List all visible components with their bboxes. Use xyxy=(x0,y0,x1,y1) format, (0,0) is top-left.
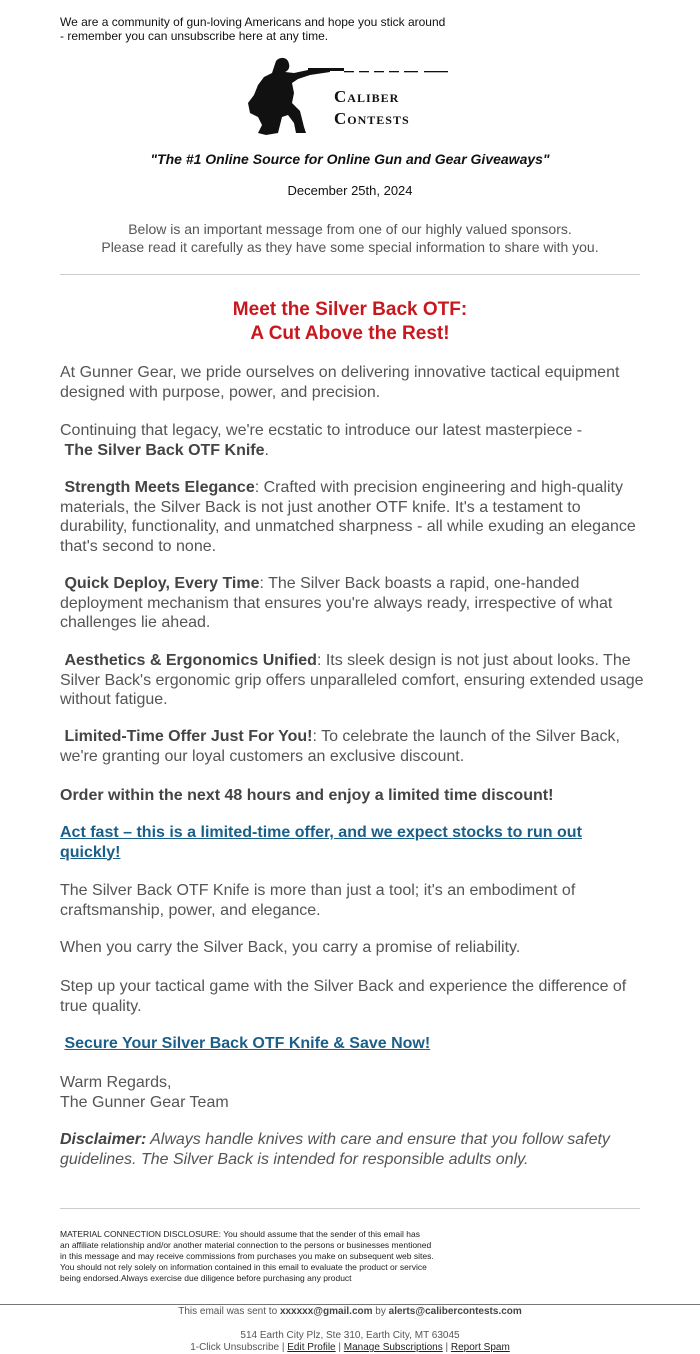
feature-deploy-text: : The Silver Back boasts a rapid, one-handed deployment mechanism that ensures you're always ready, irrespective of what challenges lie ahead. xyxy=(60,575,613,631)
footer-sep-1: | xyxy=(279,1342,288,1353)
paragraph-strength xyxy=(60,478,645,556)
sender-email: alerts@calibercontests.com xyxy=(388,1306,522,1317)
product-name: The Silver Back OTF Knife xyxy=(64,441,265,459)
sponsor-notice xyxy=(0,220,700,256)
paragraph-legacy xyxy=(60,421,645,460)
logo-word-caliber: Caliber xyxy=(334,87,400,106)
footer-sep-2: | xyxy=(335,1342,344,1353)
paragraph-step-up: Step up your tactical game with the Silver Back and experience the difference of true quality. xyxy=(60,978,627,1015)
cta-link[interactable]: Secure Your Silver Back OTF Knife & Save Now! xyxy=(64,1035,431,1052)
paragraph-legacy-end: . xyxy=(264,441,269,459)
footer-sep-3: | xyxy=(442,1342,451,1353)
order-line: Order within the next 48 hours and enjoy a limited time discount! xyxy=(60,787,554,804)
cta-paragraph xyxy=(60,1034,645,1054)
email-date: December 25th, 2024 xyxy=(287,183,413,198)
feature-offer-title: Limited-Time Offer Just For You! xyxy=(64,728,313,745)
intro-line-2: - remember you can unsubscribe here at any time. xyxy=(60,29,329,43)
paragraph-legacy-text: Continuing that legacy, we're ecstatic to introduce our latest masterpiece - xyxy=(60,422,583,439)
sponsor-line-1: Below is an important message from one of our highly valued sponsors. xyxy=(128,221,572,237)
footer-address: 514 Earth City Plz, Ste 310, Earth City, MT 63045 xyxy=(240,1330,460,1341)
material-line-3: in this message and may receive commissions from purchases you make on subsequent web sites. xyxy=(60,1251,434,1261)
paragraph-deploy xyxy=(60,574,645,633)
manage-subscriptions-link[interactable]: Manage Subscriptions xyxy=(343,1342,443,1353)
feature-deploy-title: Quick Deploy, Every Time xyxy=(64,575,260,592)
divider-bottom xyxy=(60,1208,640,1209)
feature-ergonomics-text: : Its sleek design is not just about looks. The Silver Back's ergonomic grip offers unparalleled comfort, ensuring extended usage without fatigue. xyxy=(60,652,644,708)
regards-line: Warm Regards, xyxy=(60,1074,172,1091)
edit-profile-link[interactable]: Edit Profile xyxy=(287,1342,336,1353)
team-line: The Gunner Gear Team xyxy=(60,1093,229,1111)
headline-line-2: A Cut Above the Rest! xyxy=(250,323,450,344)
footer-by: by xyxy=(372,1306,389,1317)
footer-sent-line xyxy=(0,1306,700,1318)
logo-word-contests: Contests xyxy=(334,109,410,128)
headline-line-1: Meet the Silver Back OTF: xyxy=(232,299,468,320)
report-spam-link[interactable]: Report Spam xyxy=(450,1342,510,1353)
caliber-contests-logo xyxy=(248,55,452,139)
feature-ergonomics-title: Aesthetics & Ergonomics Unified xyxy=(64,652,317,669)
sign-off xyxy=(60,1073,645,1112)
act-fast-link[interactable]: Act fast – this is a limited-time offer, and we expect stocks to run out quickly! xyxy=(60,824,582,861)
divider-top xyxy=(60,274,640,275)
paragraph-intro: At Gunner Gear, we pride ourselves on delivering innovative tactical equipment designed with purpose, power, and precision. xyxy=(60,364,620,401)
feature-strength-title: Strength Meets Elegance xyxy=(64,479,255,496)
logo-wordmark xyxy=(334,86,410,130)
paragraph-reliability: When you carry the Silver Back, you carry a promise of reliability. xyxy=(60,939,521,956)
material-line-4: You should not rely solely on information contained in this email to evaluate the product or service xyxy=(60,1262,427,1272)
paragraph-offer xyxy=(60,727,645,766)
footer-sent-prefix: This email was sent to xyxy=(178,1306,280,1317)
disclaimer xyxy=(60,1130,620,1169)
paragraph-embodiment: The Silver Back OTF Knife is more than just a tool; it's an embodiment of craftsmanship, power, and elegance. xyxy=(60,882,576,919)
unsubscribe-label[interactable]: 1-Click Unsubscribe xyxy=(190,1342,280,1353)
material-line-1: MATERIAL CONNECTION DISCLOSURE: You should assume that the sender of this email has xyxy=(60,1229,420,1239)
paragraph-ergonomics xyxy=(60,651,645,710)
sponsor-line-2: Please read it carefully as they have some special information to share with you. xyxy=(101,239,599,255)
disclaimer-text: Always handle knives with care and ensure that you follow safety guidelines. The Silver Back is intended for responsible adults only. xyxy=(60,1131,610,1168)
material-disclosure xyxy=(60,1229,510,1284)
recipient-email: xxxxxx@gmail.com xyxy=(279,1306,373,1317)
feature-strength-text: : Crafted with precision engineering and high-quality materials, the Silver Back is not just another OTF knife. It's a testament to durability, functionality, and unmatched sharpness - all while exuding an elegance that's second to none. xyxy=(60,479,636,555)
disclaimer-label: Disclaimer: xyxy=(60,1131,147,1148)
tagline: "The #1 Online Source for Online Gun and Gear Giveaways" xyxy=(150,151,550,167)
feature-offer-text: : To celebrate the launch of the Silver Back, we're granting our loyal customers an exclusive discount. xyxy=(60,728,620,765)
intro-text xyxy=(60,15,460,43)
footer-divider xyxy=(0,1304,700,1305)
material-line-5: being endorsed.Always exercise due diligence before purchasing any product xyxy=(60,1273,352,1283)
headline xyxy=(0,298,700,346)
act-fast-paragraph xyxy=(60,823,620,862)
intro-line-1: We are a community of gun-loving Americans and hope you stick around xyxy=(60,15,446,29)
footer-links xyxy=(0,1342,700,1354)
material-line-2: an affiliate relationship and/or another material connection to the persons or businesses mentioned xyxy=(60,1240,432,1250)
